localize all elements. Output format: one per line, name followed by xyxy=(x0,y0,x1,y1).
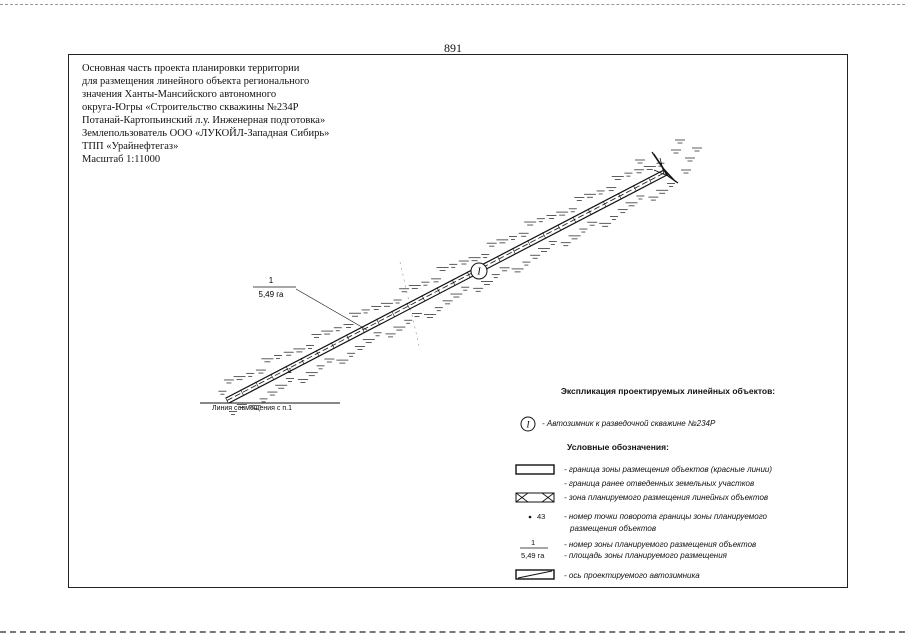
alignment-line-label: Линия совмещения с п.1 xyxy=(212,405,292,412)
explication-object-text: - Автозимник к разведочной скважине №234Р xyxy=(542,419,716,428)
legend-planned-zone-symbol xyxy=(516,493,554,502)
legend-prior-boundary-text: - граница ранее отведенных земельных участков xyxy=(564,479,755,488)
legend-red-lines-text: - граница зоны размещения объектов (красные линии) xyxy=(564,465,773,474)
legend-point-text-2: размещения объектов xyxy=(570,524,657,533)
scan-edge-bottom xyxy=(0,631,905,635)
title-line: значения Ханты-Мансийского автономного xyxy=(82,89,277,100)
map-scale: Масштаб 1:11000 xyxy=(82,154,161,165)
title-line: Потанай-Картопьинский л.у. Инженерная подготовка» xyxy=(82,115,326,126)
title-line: Землепользователь ООО «ЛУКОЙЛ-Западная Сибирь» xyxy=(82,128,330,139)
legend-axis-symbol xyxy=(516,570,554,579)
legend-zone-area-sample: 5,49 га xyxy=(521,551,545,560)
legend-zone-area-text: - площадь зоны планируемого размещения xyxy=(564,551,727,560)
legend-heading: Условные обозначения: xyxy=(567,442,669,452)
legend-planned-zone-text: - зона планируемого размещения линейных объектов xyxy=(564,493,769,502)
page-number: 891 xyxy=(444,41,462,55)
legend-point-text-1: - номер точки поворота границы зоны планируемого xyxy=(564,512,768,521)
title-line: Основная часть проекта планировки территории xyxy=(82,63,300,74)
zone-area-label: 5,49 га xyxy=(258,290,284,299)
legend-point-number: 43 xyxy=(537,512,546,521)
object-marker-text: I xyxy=(477,266,481,278)
legend-red-lines-symbol xyxy=(516,465,554,474)
legend-zone-number-sample: 1 xyxy=(531,538,536,547)
title-line: ТПП «Урайнефтегаз» xyxy=(82,141,179,152)
map-small-label: 1 xyxy=(288,368,292,375)
title-line: округа-Югры «Строительство скважины №234Р xyxy=(82,102,299,113)
legend-point-symbol xyxy=(529,516,532,519)
zone-number-label: 1 xyxy=(268,276,274,285)
legend-axis-text: - ось проектируемого автозимника xyxy=(564,571,700,580)
legend-zone-number-text: - номер зоны планируемого размещения объектов xyxy=(564,540,757,549)
zone-label-leader xyxy=(296,289,367,330)
explication-marker-text: I xyxy=(526,419,530,430)
title-line: для размещения линейного объекта регионального xyxy=(82,76,310,87)
well-pad xyxy=(652,152,678,183)
explication-heading: Экспликация проектируемых линейных объектов: xyxy=(560,386,776,396)
